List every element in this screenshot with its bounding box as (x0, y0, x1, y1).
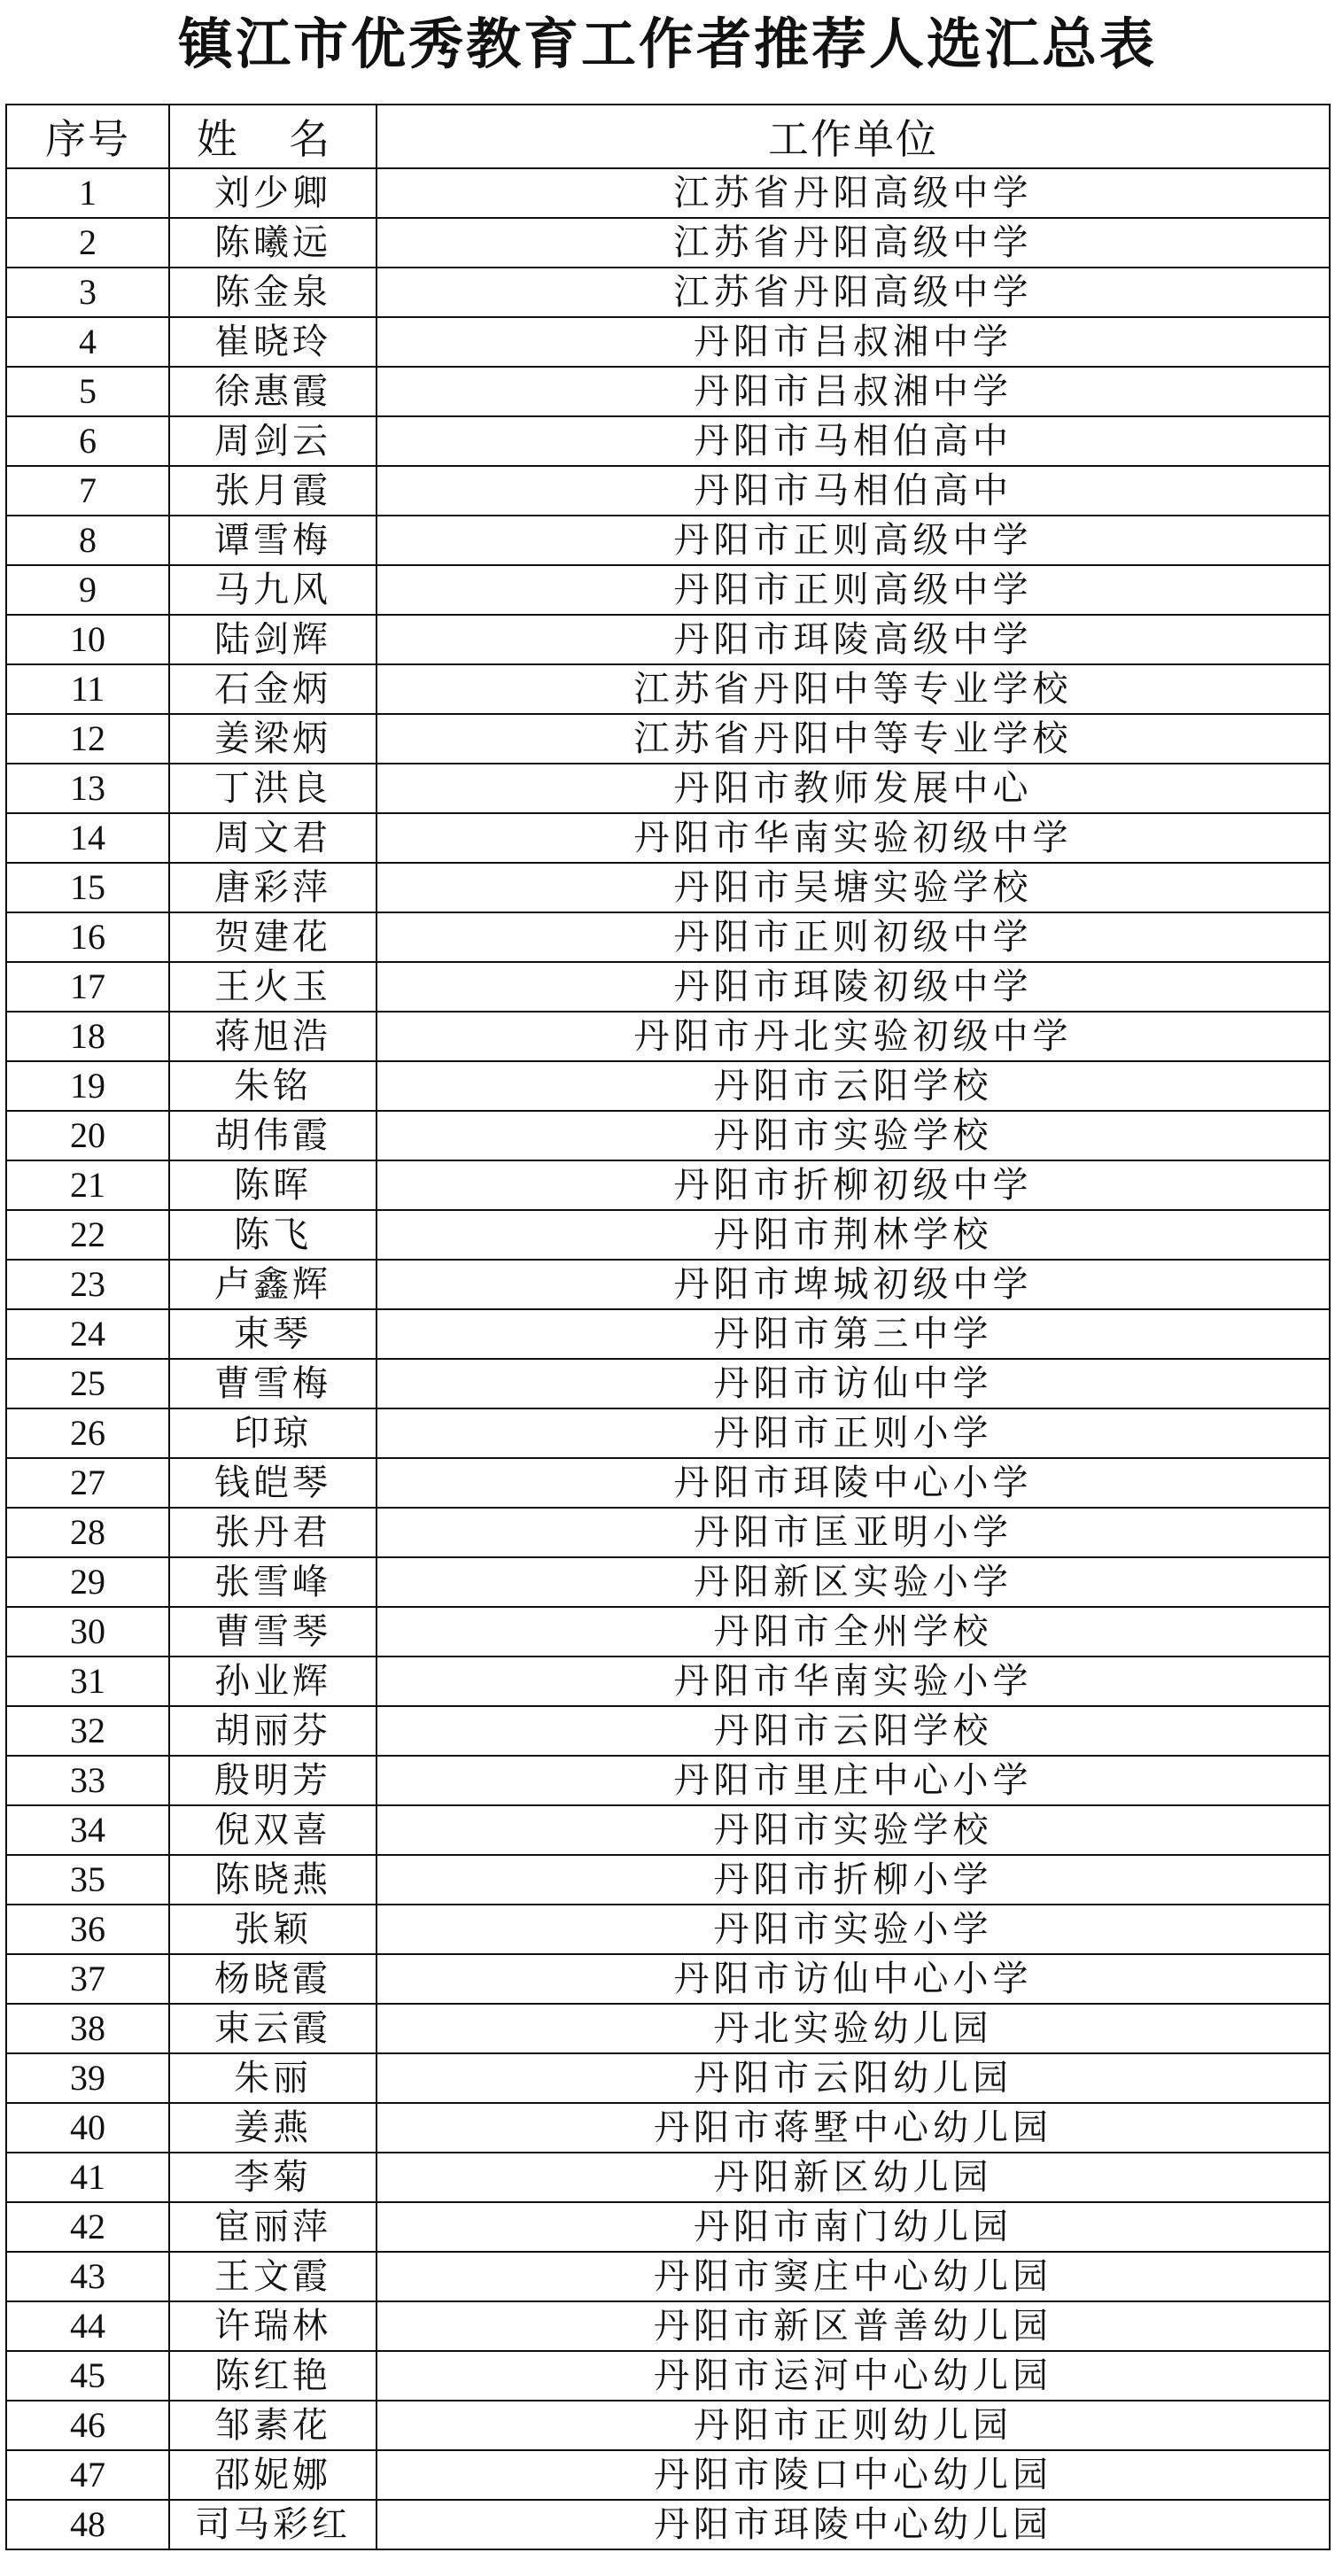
serial-number-cell: 47 (6, 2450, 169, 2500)
table-row (6, 1210, 1330, 1260)
header-name: 姓 名 (169, 105, 376, 168)
name-cell: 曹雪梅 (169, 1359, 376, 1408)
serial-number-cell: 3 (6, 268, 169, 317)
work-unit-cell: 丹阳市埤城初级中学 (376, 1260, 1330, 1309)
table-row (6, 516, 1330, 565)
work-unit-cell: 江苏省丹阳高级中学 (376, 168, 1330, 218)
serial-number-cell: 14 (6, 813, 169, 863)
table-row (6, 764, 1330, 813)
table-row (6, 1657, 1330, 1706)
work-unit-cell: 丹阳市华南实验初级中学 (376, 813, 1330, 863)
name-cell: 陈金泉 (169, 268, 376, 317)
name-cell: 朱丽 (169, 2053, 376, 2103)
serial-number-cell: 7 (6, 466, 169, 516)
serial-number-cell: 29 (6, 1557, 169, 1607)
name-cell: 石金炳 (169, 664, 376, 714)
serial-number-cell: 44 (6, 2301, 169, 2351)
serial-number-cell: 32 (6, 1706, 169, 1756)
name-cell: 丁洪良 (169, 764, 376, 813)
name-cell: 张颖 (169, 1905, 376, 1954)
table-row (6, 1160, 1330, 1210)
work-unit-cell: 丹阳市教师发展中心 (376, 764, 1330, 813)
work-unit-cell: 丹阳市实验小学 (376, 1905, 1330, 1954)
name-cell: 张月霞 (169, 466, 376, 516)
table-row (6, 2103, 1330, 2153)
work-unit-cell: 丹阳市陵口中心幼儿园 (376, 2450, 1330, 2500)
work-unit-cell: 江苏省丹阳高级中学 (376, 268, 1330, 317)
name-cell: 束云霞 (169, 2004, 376, 2053)
name-cell: 谭雪梅 (169, 516, 376, 565)
serial-number-cell: 20 (6, 1111, 169, 1160)
table-row (6, 218, 1330, 268)
serial-number-cell: 24 (6, 1309, 169, 1359)
work-unit-cell: 丹阳市实验学校 (376, 1111, 1330, 1160)
name-cell: 王文霞 (169, 2252, 376, 2301)
serial-number-cell: 30 (6, 1607, 169, 1657)
name-cell: 姜燕 (169, 2103, 376, 2153)
table-row (6, 1309, 1330, 1359)
serial-number-cell: 4 (6, 317, 169, 367)
serial-number-cell: 43 (6, 2252, 169, 2301)
table-row (6, 863, 1330, 912)
work-unit-cell: 丹阳市实验学校 (376, 1805, 1330, 1855)
table-row (6, 664, 1330, 714)
work-unit-cell: 丹阳市正则小学 (376, 1408, 1330, 1458)
name-cell: 马九风 (169, 565, 376, 615)
table-row (6, 2004, 1330, 2053)
work-unit-cell: 丹阳新区实验小学 (376, 1557, 1330, 1607)
work-unit-cell: 丹北实验幼儿园 (376, 2004, 1330, 2053)
work-unit-cell: 丹阳市第三中学 (376, 1309, 1330, 1359)
page-title: 镇江市优秀教育工作者推荐人选汇总表 (177, 12, 1157, 76)
work-unit-cell: 丹阳市吕叔湘中学 (376, 367, 1330, 416)
table-row (6, 1954, 1330, 2004)
name-cell: 周文君 (169, 813, 376, 863)
work-unit-cell: 丹阳市正则高级中学 (376, 565, 1330, 615)
table-row (6, 714, 1330, 764)
work-unit-cell: 丹阳市珥陵初级中学 (376, 962, 1330, 1012)
table-row (6, 168, 1330, 218)
name-cell: 宦丽萍 (169, 2202, 376, 2252)
table-row (6, 912, 1330, 962)
name-cell: 卢鑫辉 (169, 1260, 376, 1309)
serial-number-cell: 26 (6, 1408, 169, 1458)
serial-number-cell: 46 (6, 2401, 169, 2450)
table-row (6, 2450, 1330, 2500)
name-cell: 朱铭 (169, 1061, 376, 1111)
table-row (6, 1111, 1330, 1160)
name-cell: 王火玉 (169, 962, 376, 1012)
work-unit-cell: 丹阳市正则高级中学 (376, 516, 1330, 565)
table-body (6, 168, 1330, 2549)
table-row (6, 466, 1330, 516)
table-row (6, 1508, 1330, 1557)
table-row (6, 813, 1330, 863)
work-unit-cell: 丹阳市正则幼儿园 (376, 2401, 1330, 2450)
serial-number-cell: 28 (6, 1508, 169, 1557)
work-unit-cell: 丹阳市南门幼儿园 (376, 2202, 1330, 2252)
serial-number-cell: 2 (6, 218, 169, 268)
work-unit-cell: 丹阳市新区普善幼儿园 (376, 2301, 1330, 2351)
table-row (6, 1359, 1330, 1408)
name-cell: 周剑云 (169, 416, 376, 466)
name-cell: 钱皑琴 (169, 1458, 376, 1508)
name-cell: 姜梁炳 (169, 714, 376, 764)
work-unit-cell: 丹阳市访仙中心小学 (376, 1954, 1330, 2004)
table-row (6, 1855, 1330, 1905)
name-cell: 李菊 (169, 2153, 376, 2202)
work-unit-cell: 丹阳市珥陵高级中学 (376, 615, 1330, 664)
serial-number-cell: 36 (6, 1905, 169, 1954)
table-row (6, 1805, 1330, 1855)
serial-number-cell: 45 (6, 2351, 169, 2401)
serial-number-cell: 8 (6, 516, 169, 565)
serial-number-cell: 16 (6, 912, 169, 962)
work-unit-cell: 丹阳市华南实验小学 (376, 1657, 1330, 1706)
work-unit-cell: 丹阳市珥陵中心幼儿园 (376, 2500, 1330, 2549)
serial-number-cell: 19 (6, 1061, 169, 1111)
work-unit-cell: 丹阳市全州学校 (376, 1607, 1330, 1657)
name-cell: 殷明芳 (169, 1756, 376, 1805)
name-cell: 唐彩萍 (169, 863, 376, 912)
serial-number-cell: 23 (6, 1260, 169, 1309)
serial-number-cell: 5 (6, 367, 169, 416)
serial-number-cell: 18 (6, 1012, 169, 1061)
serial-number-cell: 17 (6, 962, 169, 1012)
name-cell: 孙业辉 (169, 1657, 376, 1706)
name-cell: 邹素花 (169, 2401, 376, 2450)
serial-number-cell: 27 (6, 1458, 169, 1508)
work-unit-cell: 丹阳市马相伯高中 (376, 466, 1330, 516)
serial-number-cell: 38 (6, 2004, 169, 2053)
serial-number-cell: 13 (6, 764, 169, 813)
serial-number-cell: 48 (6, 2500, 169, 2549)
name-cell: 司马彩红 (169, 2500, 376, 2549)
serial-number-cell: 1 (6, 168, 169, 218)
table-row (6, 1607, 1330, 1657)
work-unit-cell: 丹阳市折柳初级中学 (376, 1160, 1330, 1210)
name-cell: 印琼 (169, 1408, 376, 1458)
table-row (6, 2351, 1330, 2401)
name-cell: 曹雪琴 (169, 1607, 376, 1657)
name-cell: 杨晓霞 (169, 1954, 376, 2004)
table-row (6, 1061, 1330, 1111)
work-unit-cell: 丹阳市丹北实验初级中学 (376, 1012, 1330, 1061)
serial-number-cell: 39 (6, 2053, 169, 2103)
table-row (6, 367, 1330, 416)
name-cell: 胡伟霞 (169, 1111, 376, 1160)
name-cell: 蒋旭浩 (169, 1012, 376, 1061)
serial-number-cell: 37 (6, 1954, 169, 2004)
serial-number-cell: 6 (6, 416, 169, 466)
name-cell: 邵妮娜 (169, 2450, 376, 2500)
name-cell: 陈飞 (169, 1210, 376, 1260)
table-row (6, 2301, 1330, 2351)
serial-number-cell: 33 (6, 1756, 169, 1805)
header-serial-number: 序号 (6, 105, 169, 168)
table-row (6, 2053, 1330, 2103)
work-unit-cell: 丹阳市窦庄中心幼儿园 (376, 2252, 1330, 2301)
table-row (6, 2202, 1330, 2252)
table-row (6, 317, 1330, 367)
serial-number-cell: 9 (6, 565, 169, 615)
work-unit-cell: 丹阳市访仙中学 (376, 1359, 1330, 1408)
table-row (6, 1905, 1330, 1954)
serial-number-cell: 41 (6, 2153, 169, 2202)
table-row (6, 1260, 1330, 1309)
work-unit-cell: 江苏省丹阳高级中学 (376, 218, 1330, 268)
table-row (6, 1756, 1330, 1805)
name-cell: 陈红艳 (169, 2351, 376, 2401)
work-unit-cell: 丹阳市蒋墅中心幼儿园 (376, 2103, 1330, 2153)
work-unit-cell: 丹阳市吴塘实验学校 (376, 863, 1330, 912)
table-header-row (6, 105, 1330, 168)
work-unit-cell: 丹阳市里庄中心小学 (376, 1756, 1330, 1805)
recommendation-table (5, 104, 1331, 2550)
name-cell: 陈曦远 (169, 218, 376, 268)
table-row (6, 416, 1330, 466)
work-unit-cell: 江苏省丹阳中等专业学校 (376, 664, 1330, 714)
work-unit-cell: 丹阳新区幼儿园 (376, 2153, 1330, 2202)
name-cell: 许瑞林 (169, 2301, 376, 2351)
table-row (6, 962, 1330, 1012)
name-cell: 张雪峰 (169, 1557, 376, 1607)
work-unit-cell: 丹阳市匡亚明小学 (376, 1508, 1330, 1557)
work-unit-cell: 丹阳市云阳学校 (376, 1706, 1330, 1756)
table-row (6, 615, 1330, 664)
serial-number-cell: 35 (6, 1855, 169, 1905)
name-cell: 陆剑辉 (169, 615, 376, 664)
table-row (6, 1706, 1330, 1756)
serial-number-cell: 22 (6, 1210, 169, 1260)
table-row (6, 268, 1330, 317)
serial-number-cell: 42 (6, 2202, 169, 2252)
serial-number-cell: 34 (6, 1805, 169, 1855)
name-cell: 陈晖 (169, 1160, 376, 1210)
work-unit-cell: 丹阳市运河中心幼儿园 (376, 2351, 1330, 2401)
work-unit-cell: 丹阳市吕叔湘中学 (376, 317, 1330, 367)
name-cell: 徐惠霞 (169, 367, 376, 416)
work-unit-cell: 丹阳市折柳小学 (376, 1855, 1330, 1905)
name-cell: 刘少卿 (169, 168, 376, 218)
table-row (6, 2153, 1330, 2202)
serial-number-cell: 21 (6, 1160, 169, 1210)
work-unit-cell: 丹阳市正则初级中学 (376, 912, 1330, 962)
name-cell: 束琴 (169, 1309, 376, 1359)
work-unit-cell: 丹阳市云阳幼儿园 (376, 2053, 1330, 2103)
table-row (6, 565, 1330, 615)
name-cell: 贺建花 (169, 912, 376, 962)
serial-number-cell: 10 (6, 615, 169, 664)
table-row (6, 1458, 1330, 1508)
table-row (6, 1012, 1330, 1061)
serial-number-cell: 11 (6, 664, 169, 714)
table-row (6, 2500, 1330, 2549)
serial-number-cell: 31 (6, 1657, 169, 1706)
serial-number-cell: 40 (6, 2103, 169, 2153)
header-work-unit: 工作单位 (376, 105, 1330, 168)
table-row (6, 1408, 1330, 1458)
serial-number-cell: 12 (6, 714, 169, 764)
work-unit-cell: 丹阳市珥陵中心小学 (376, 1458, 1330, 1508)
work-unit-cell: 丹阳市荆林学校 (376, 1210, 1330, 1260)
name-cell: 胡丽芬 (169, 1706, 376, 1756)
name-cell: 倪双喜 (169, 1805, 376, 1855)
work-unit-cell: 江苏省丹阳中等专业学校 (376, 714, 1330, 764)
work-unit-cell: 丹阳市马相伯高中 (376, 416, 1330, 466)
name-cell: 崔晓玲 (169, 317, 376, 367)
table-row (6, 2401, 1330, 2450)
name-cell: 张丹君 (169, 1508, 376, 1557)
serial-number-cell: 15 (6, 863, 169, 912)
serial-number-cell: 25 (6, 1359, 169, 1408)
name-cell: 陈晓燕 (169, 1855, 376, 1905)
table-row (6, 2252, 1330, 2301)
work-unit-cell: 丹阳市云阳学校 (376, 1061, 1330, 1111)
table-row (6, 1557, 1330, 1607)
